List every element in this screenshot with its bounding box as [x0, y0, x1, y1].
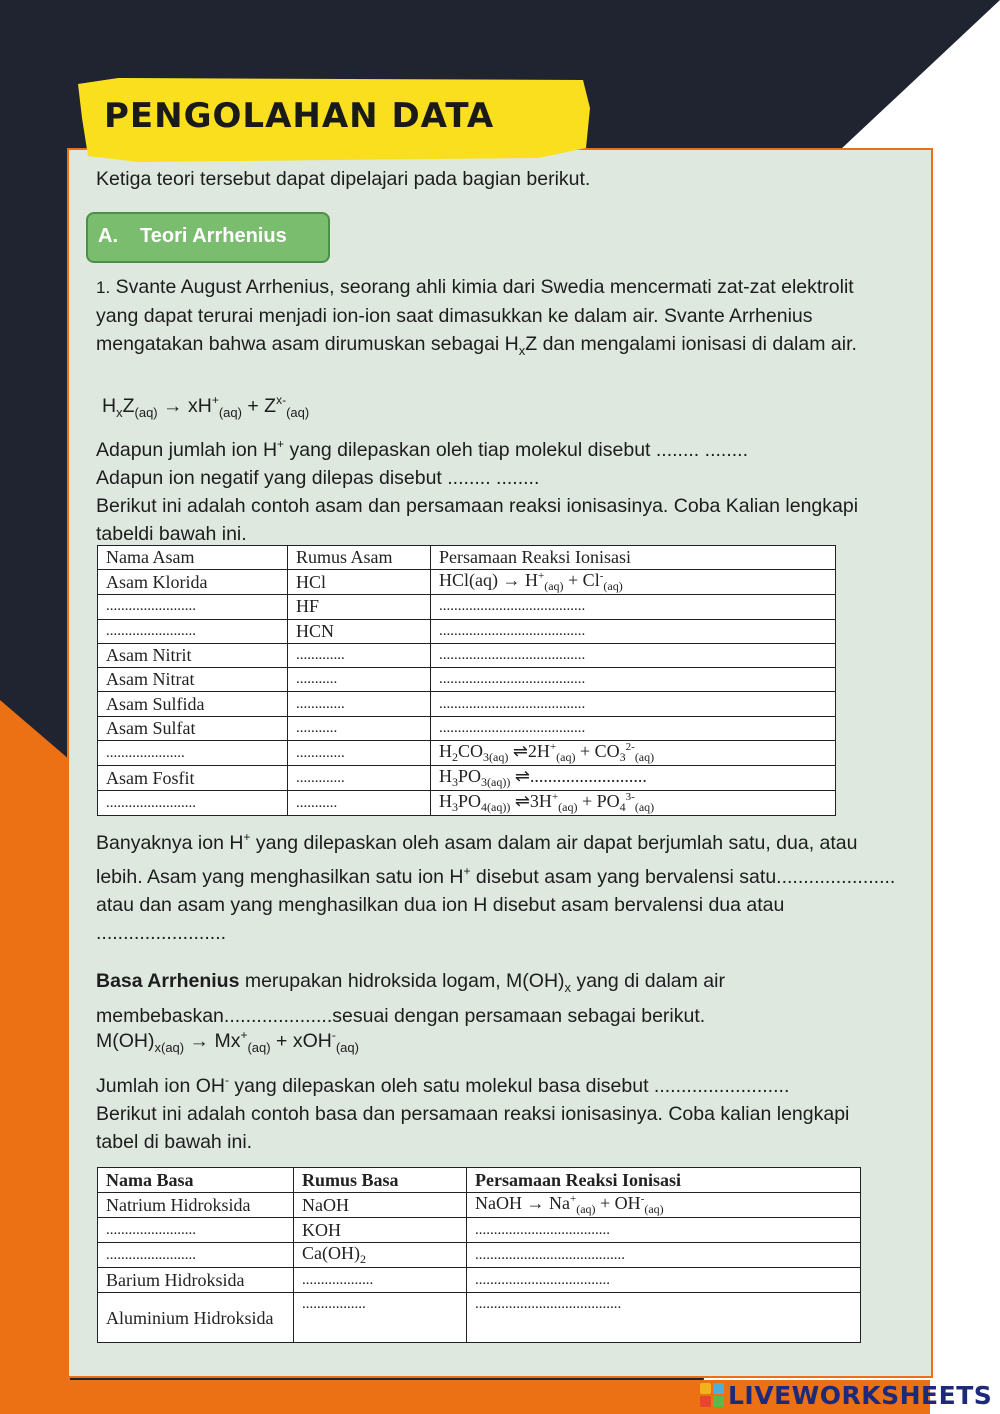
superscript: - [331, 1028, 336, 1042]
table-cell: Aluminium Hidroksida [98, 1293, 294, 1343]
paragraph-text: Z dan mengalami ionisasi di dalam air. [525, 333, 857, 355]
page-title: PENGOLAHAN DATA [104, 96, 495, 136]
answer-cell[interactable]: ............. [288, 692, 431, 716]
answer-cell[interactable]: .................................... [467, 1268, 861, 1293]
answer-cell[interactable]: ....................................... [467, 1293, 861, 1343]
table-cell: HCl [288, 570, 431, 595]
table-header-row [98, 546, 836, 570]
subscript: (aq) [286, 405, 310, 420]
answer-cell[interactable]: ........... [288, 668, 431, 692]
bold-term: Basa Arrhenius [96, 970, 240, 992]
equation-acid-ionization [102, 386, 309, 427]
equation-base-ionization [96, 1021, 359, 1062]
superscript: + [243, 830, 251, 844]
eq-part: → Mx [184, 1030, 241, 1052]
table-cell: NaOH → $Na^+_{(aq)} + OH^-_{(aq)}$ [467, 1193, 861, 1218]
answer-cell[interactable]: $H_3PO_{3(aq))}$ ⇌.......................... [431, 766, 836, 791]
question-line[interactable]: Adapun ion negatif yang dilepas disebut ........ ........ [96, 467, 540, 489]
answer-cell[interactable]: ....................................... [431, 716, 836, 740]
table-cell: HF [288, 595, 431, 619]
answer-cell[interactable]: ............. [288, 766, 431, 791]
answer-cell[interactable]: .................................... [467, 1218, 861, 1243]
header-cell: Nama Basa [98, 1168, 294, 1193]
header-cell: Rumus Asam [288, 546, 431, 570]
subscript: x(aq) [154, 1040, 185, 1055]
answer-cell[interactable]: ........... [288, 716, 431, 740]
paragraph-arrhenius-acid [96, 273, 886, 365]
header-cell: Nama Asam [98, 546, 288, 570]
subscript: (aq) [247, 1040, 271, 1055]
paragraph-acid-questions [96, 430, 896, 548]
table-row [98, 643, 836, 667]
table-cell: $H_2CO_{3(aq)}$ $\rightleftharpoons 2H^+_{(aq)} + CO_3^{2-}_{(aq)}$ [431, 741, 836, 766]
section-letter: A. [98, 225, 118, 247]
header-cell: Persamaan Reaksi Ionisasi [431, 546, 836, 570]
table-cell: KOH [294, 1218, 467, 1243]
table-row [98, 692, 836, 716]
subscript: x [518, 343, 526, 358]
superscript: x- [276, 393, 287, 407]
paragraph-text: Svante August Arrhenius, seorang ahli kimia dari Swedia mencermati zat-zat elektrolit yang dapat terurai menjadi ion-ion saat dimasukkan ke dalam air. Svante Arrhenius mengatakan bahwa asam dirumuskan sebagai H [96, 276, 854, 355]
answer-cell[interactable]: ........................ [98, 1218, 294, 1243]
table-cell: $Ca(OH)_2$ [294, 1243, 467, 1268]
table-cell: Natrium Hidroksida [98, 1193, 294, 1218]
table-cell: Asam Sulfat [98, 716, 288, 740]
answer-cell[interactable]: ........... [288, 791, 431, 816]
superscript: + [277, 437, 285, 451]
subscript: x [116, 405, 123, 420]
answer-cell[interactable]: ........................ [98, 1243, 294, 1268]
answer-cell[interactable]: ....................................... [431, 619, 836, 643]
answer-cell[interactable]: ....................................... [431, 595, 836, 619]
superscript: + [211, 393, 219, 407]
text: merupakan hidroksida logam, M(OH) [239, 970, 565, 992]
eq-part: + Z [241, 395, 277, 417]
table-cell: Asam Sulfida [98, 692, 288, 716]
table-cell: Asam Fosfit [98, 766, 288, 791]
intro-text: Ketiga teori tersebut dapat dipelajari pada bagian berikut. [96, 168, 591, 190]
question-line[interactable] [96, 430, 896, 464]
header-cell: Persamaan Reaksi Ionisasi [467, 1168, 861, 1193]
answer-cell[interactable]: ........................ [98, 619, 288, 643]
table-cell: NaOH [294, 1193, 467, 1218]
superscript: + [240, 1028, 248, 1042]
table-row [98, 1268, 861, 1293]
table-cell: $H_3PO_{4(aq))}$ $\rightleftharpoons 3H^+_{(aq)} + PO_4^{3-}_{(aq)}$ [431, 791, 836, 816]
text: Adapun jumlah ion H [96, 439, 278, 461]
subscript: (aq) [134, 405, 158, 420]
table-cell: $HCl(aq) \to H^+_{(aq)} + Cl^-_{(aq)}$ [431, 570, 836, 595]
eq-part: Z [122, 395, 135, 417]
answer-cell[interactable]: ........................ [98, 595, 288, 619]
text: yang dilepaskan oleh asam dalam air dapat berjumlah satu, dua, atau lebih. Asam yang menghasilkan satu ion H [96, 832, 858, 888]
subscript: (aq) [218, 405, 242, 420]
text: yang dilepaskan oleh tiap molekul disebut ........ ........ [284, 439, 748, 461]
answer-cell[interactable]: ........................ [98, 791, 288, 816]
table-cell: Asam Nitrat [98, 668, 288, 692]
eq-part: → xH [157, 395, 212, 417]
table-cell: Barium Hidroksida [98, 1268, 294, 1293]
table-row [98, 570, 836, 595]
paragraph-base-questions [96, 1066, 896, 1156]
text: Jumlah ion OH [96, 1075, 225, 1097]
table-row [98, 668, 836, 692]
table-row [98, 1243, 861, 1268]
answer-cell[interactable]: ........................................ [467, 1243, 861, 1268]
answer-cell[interactable]: ..................... [98, 741, 288, 766]
subscript: x [564, 980, 572, 995]
table-cell: Asam Klorida [98, 570, 288, 595]
answer-cell[interactable]: ....................................... [431, 643, 836, 667]
answer-cell[interactable]: ................... [294, 1268, 467, 1293]
section-heading [86, 212, 330, 263]
text: Banyaknya ion H [96, 832, 244, 854]
answer-cell[interactable]: ............. [288, 741, 431, 766]
table-row [98, 595, 836, 619]
brand-text: LIVEWORKSHEETS [728, 1380, 993, 1410]
table-cell: Asam Nitrit [98, 643, 288, 667]
table-header-row [98, 1168, 861, 1193]
text[interactable]: yang di dalam air membebaskan....................sesuai dengan persamaan sebagai berikut. [96, 970, 725, 1027]
table-row [98, 1218, 861, 1243]
acid-table [97, 545, 836, 816]
table-row [98, 741, 836, 766]
eq-part: + xOH [270, 1030, 332, 1052]
section-title: Teori Arrhenius [140, 225, 287, 247]
eq-part: H [102, 395, 117, 417]
table-cell: HCN [288, 619, 431, 643]
table-row [98, 766, 836, 791]
brand-watermark[interactable] [700, 1380, 992, 1410]
text: yang dilepaskan oleh satu molekul basa disebut ......................... [228, 1075, 790, 1097]
question-line[interactable] [96, 1066, 896, 1100]
table-row [98, 619, 836, 643]
table-row [98, 716, 836, 740]
paragraph-acid-valence [96, 823, 906, 947]
table-row [98, 1293, 861, 1343]
header-cell: Rumus Basa [294, 1168, 467, 1193]
eq-part: M(OH) [96, 1030, 155, 1052]
paragraph-number: 1. [96, 278, 111, 297]
instruction-line: Berikut ini adalah contoh basa dan persamaan reaksi ionisasinya. Coba kalian lengkapi tabel di bawah ini. [96, 1103, 850, 1153]
instruction-line: Berikut ini adalah contoh asam dan persamaan reaksi ionisasinya. Coba Kalian lengkapi tabeldi bawah ini. [96, 495, 859, 545]
liveworksheets-logo-icon [700, 1383, 724, 1407]
superscript: - [224, 1073, 229, 1087]
answer-cell[interactable]: ............. [288, 643, 431, 667]
subscript: (aq) [335, 1040, 359, 1055]
answer-cell[interactable]: ....................................... [431, 692, 836, 716]
base-table [97, 1167, 861, 1343]
text[interactable]: disebut asam yang bervalensi satu...................... atau dan asam yang menghasilkan dua ion H disebut asam bervalensi dua atau ........................ [96, 866, 896, 944]
answer-cell[interactable]: ................. [294, 1293, 467, 1343]
table-row [98, 791, 836, 816]
answer-cell[interactable]: ....................................... [431, 668, 836, 692]
superscript: + [463, 864, 471, 878]
table-row [98, 1193, 861, 1218]
